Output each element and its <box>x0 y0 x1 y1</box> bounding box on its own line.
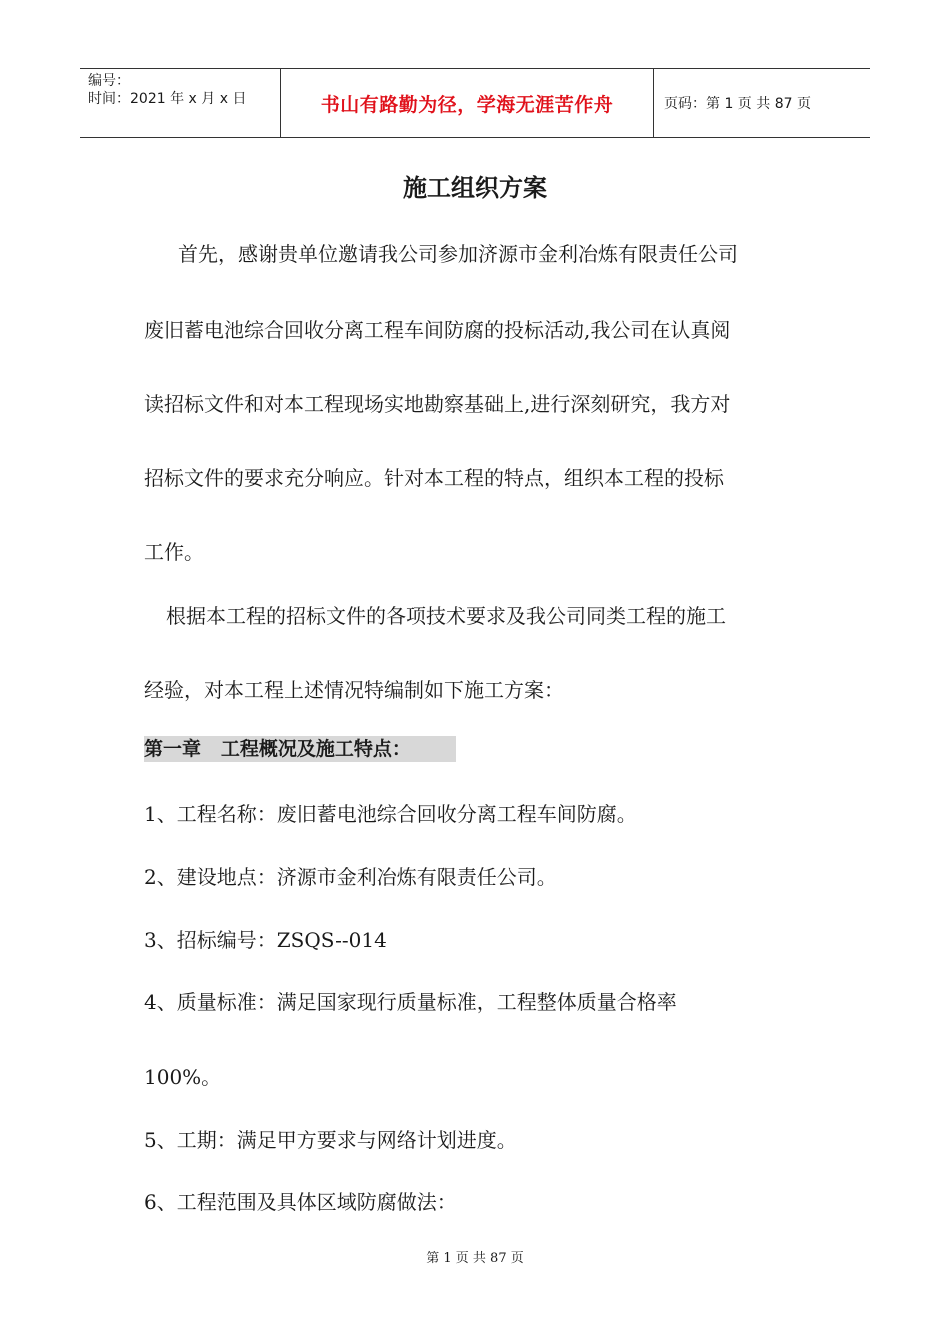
list-item: 5、工期：满足甲方要求与网络计划进度。 <box>144 1128 517 1152</box>
header-page-info: 页码：第 1 页 共 87 页 <box>664 96 811 112</box>
document-title: 施工组织方案 <box>403 173 547 202</box>
paragraph-line: 首先，感谢贵单位邀请我公司参加济源市金利冶炼有限责任公司 <box>178 242 738 266</box>
list-item: 100%。 <box>144 1065 222 1089</box>
paragraph-line: 经验，对本工程上述情况特编制如下施工方案： <box>144 678 564 702</box>
number-label: 编号： <box>88 73 130 89</box>
paragraph-line: 废旧蓄电池综合回收分离工程车间防腐的投标活动,我公司在认真阅 <box>144 318 731 342</box>
paragraph-line: 读招标文件和对本工程现场实地勘察基础上,进行深刻研究，我方对 <box>144 392 731 416</box>
paragraph-line: 根据本工程的招标文件的各项技术要求及我公司同类工程的施工 <box>166 604 726 628</box>
list-item: 4、质量标准：满足国家现行质量标准，工程整体质量合格率 <box>144 990 677 1014</box>
time-label: 时间：2021 年 x 月 x 日 <box>88 91 247 107</box>
page-header <box>80 68 870 138</box>
page-footer: 第 1 页 共 87 页 <box>426 1251 524 1266</box>
chapter-heading: 第一章 工程概况及施工特点： <box>144 736 456 762</box>
paragraph-line: 招标文件的要求充分响应。针对本工程的特点，组织本工程的投标 <box>144 466 724 490</box>
list-item: 1、工程名称：废旧蓄电池综合回收分离工程车间防腐。 <box>144 802 637 826</box>
header-motto: 书山有路勤为径，学海无涯苦作舟 <box>281 69 654 137</box>
list-item: 6、工程范围及具体区域防腐做法： <box>144 1190 457 1214</box>
header-meta <box>80 69 281 137</box>
list-item: 2、建设地点：济源市金利冶炼有限责任公司。 <box>144 865 557 889</box>
list-item: 3、招标编号：ZSQS--014 <box>144 928 387 952</box>
paragraph-line: 工作。 <box>144 540 204 564</box>
